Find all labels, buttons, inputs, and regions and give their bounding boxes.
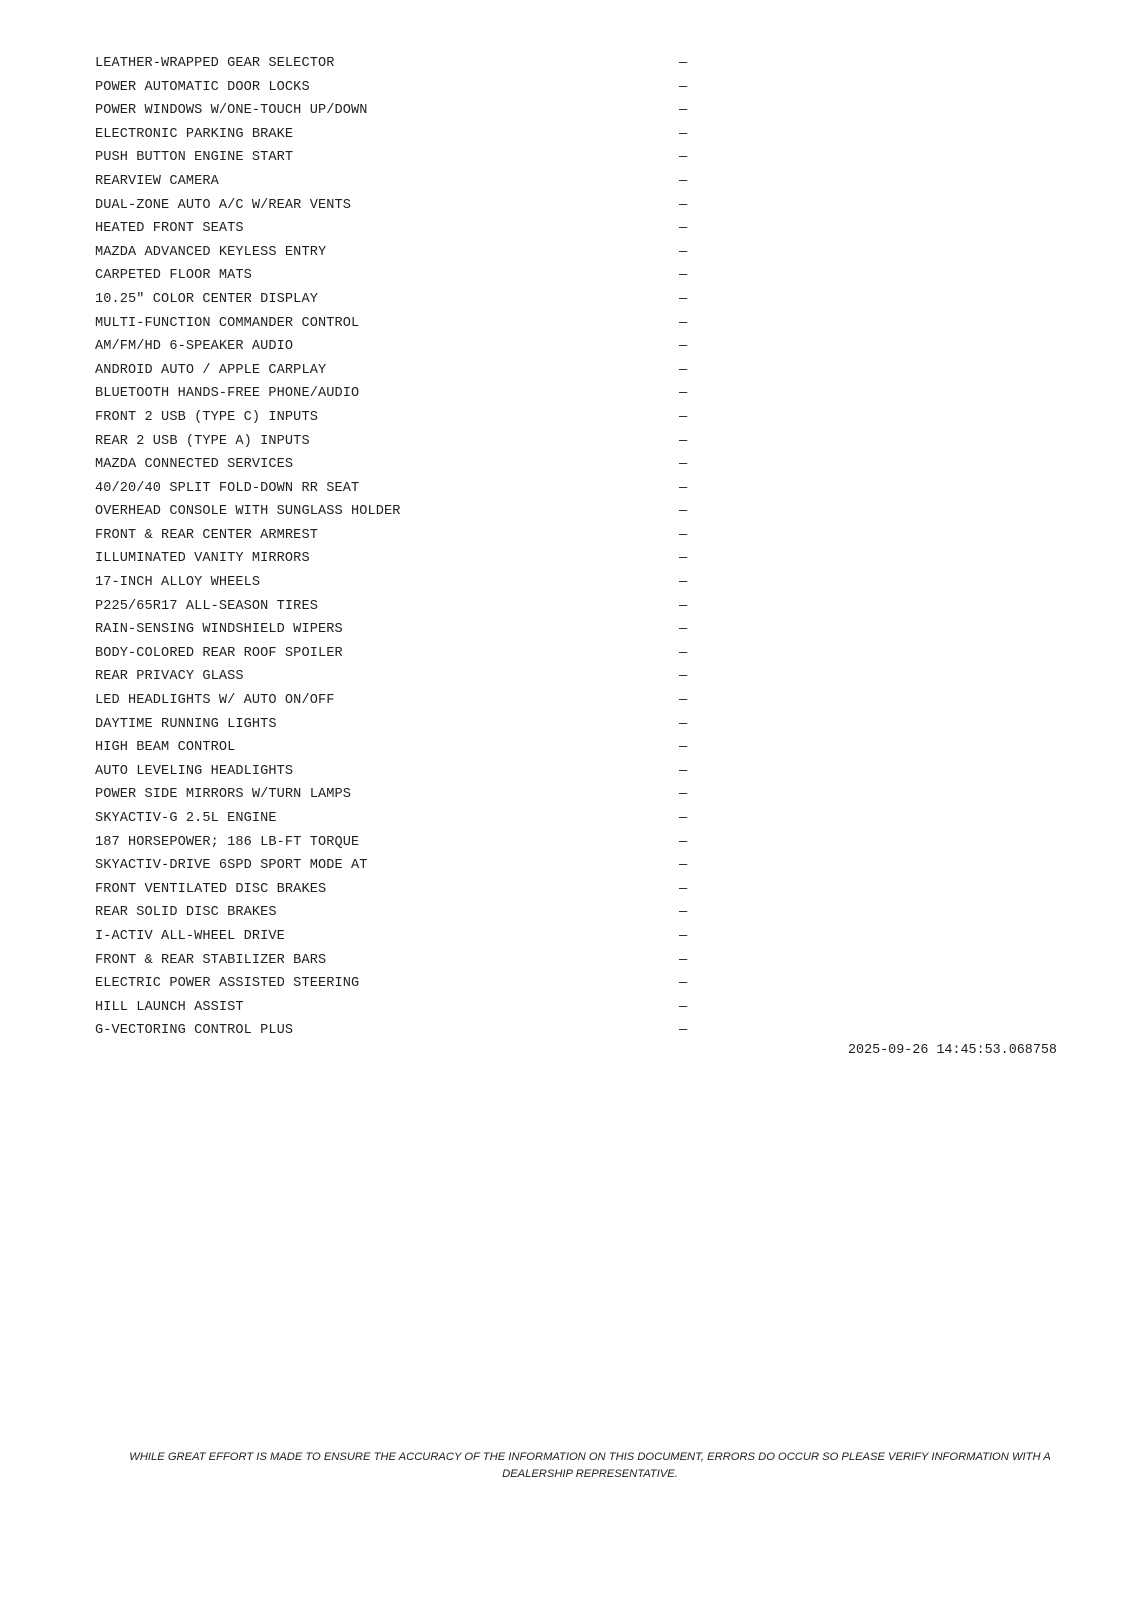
feature-label: MAZDA CONNECTED SERVICES (95, 457, 294, 473)
print-timestamp: 2025-09-26 14:45:53.068758 (848, 1043, 1057, 1058)
feature-row (95, 453, 695, 477)
feature-row (95, 194, 695, 218)
feature-row (95, 736, 695, 760)
feature-row (95, 665, 695, 689)
feature-row (95, 123, 695, 147)
feature-label: OVERHEAD CONSOLE WITH SUNGLASS HOLDER (95, 504, 401, 520)
feature-label: FRONT VENTILATED DISC BRAKES (95, 881, 327, 897)
feature-row (95, 241, 695, 265)
feature-value: — (679, 645, 688, 661)
feature-label: REAR PRIVACY GLASS (95, 669, 244, 685)
feature-value: — (679, 952, 688, 968)
feature-value: — (679, 79, 688, 95)
feature-value: — (679, 858, 688, 874)
feature-row (95, 477, 695, 501)
feature-row (95, 170, 695, 194)
feature-value: — (679, 693, 688, 709)
feature-value: — (679, 315, 688, 331)
disclaimer-line: WHILE GREAT EFFORT IS MADE TO ENSURE THE ACCURACY OF THE INFORMATION ON THIS DOCUMENT, ERRORS DO OCCUR SO PLEASE VERIFY INFORMATION WITH A (129, 1451, 1051, 1463)
feature-row (95, 618, 695, 642)
feature-label: ILLUMINATED VANITY MIRRORS (95, 551, 310, 567)
feature-value: — (679, 575, 688, 591)
feature-row (95, 359, 695, 383)
feature-value: — (679, 905, 688, 921)
feature-value: — (679, 763, 688, 779)
feature-row (95, 312, 695, 336)
feature-value: — (679, 999, 688, 1015)
feature-row (95, 996, 695, 1020)
feature-row (95, 52, 695, 76)
feature-row (95, 831, 695, 855)
feature-row (95, 925, 695, 949)
feature-row (95, 972, 695, 996)
feature-value: — (679, 173, 688, 189)
feature-label: REAR 2 USB (TYPE A) INPUTS (95, 433, 310, 449)
feature-value: — (679, 669, 688, 685)
feature-label: POWER SIDE MIRRORS W/TURN LAMPS (95, 787, 351, 803)
feature-value: — (679, 56, 688, 71)
feature-label: HIGH BEAM CONTROL (95, 740, 236, 756)
feature-row (95, 76, 695, 100)
feature-row (95, 642, 695, 666)
feature-label: BODY-COLORED REAR ROOF SPOILER (95, 645, 343, 661)
feature-row (95, 595, 695, 619)
feature-value: — (679, 622, 688, 638)
feature-value: — (679, 268, 688, 284)
feature-label: AUTO LEVELING HEADLIGHTS (95, 763, 294, 779)
feature-label: 187 HORSEPOWER; 186 LB-FT TORQUE (95, 834, 360, 850)
feature-label: ANDROID AUTO / APPLE CARPLAY (95, 362, 327, 378)
feature-label: FRONT 2 USB (TYPE C) INPUTS (95, 409, 318, 425)
feature-label: LED HEADLIGHTS W/ AUTO ON/OFF (95, 693, 335, 709)
feature-value: — (679, 433, 688, 449)
feature-row (95, 878, 695, 902)
feature-value: — (679, 976, 688, 992)
feature-value: — (679, 834, 688, 850)
feature-value: — (679, 197, 688, 213)
feature-label: REARVIEW CAMERA (95, 173, 219, 189)
feature-label: FRONT & REAR STABILIZER BARS (95, 952, 327, 968)
feature-row (95, 1019, 695, 1043)
feature-value: — (679, 103, 688, 119)
feature-label: MAZDA ADVANCED KEYLESS ENTRY (95, 244, 327, 260)
feature-value: — (679, 126, 688, 142)
feature-value: — (679, 598, 688, 614)
feature-row (95, 949, 695, 973)
feature-row (95, 406, 695, 430)
feature-value: — (679, 339, 688, 355)
feature-row (95, 430, 695, 454)
feature-label: P225/65R17 ALL-SEASON TIRES (95, 598, 318, 614)
feature-row (95, 146, 695, 170)
feature-row (95, 760, 695, 784)
feature-label: CARPETED FLOOR MATS (95, 268, 252, 284)
feature-label: ELECTRIC POWER ASSISTED STEERING (95, 976, 360, 992)
feature-label: BLUETOOTH HANDS-FREE PHONE/AUDIO (95, 386, 360, 402)
feature-label: 40/20/40 SPLIT FOLD-DOWN RR SEAT (95, 480, 360, 496)
feature-value: — (679, 504, 688, 520)
feature-label: ELECTRONIC PARKING BRAKE (95, 126, 294, 142)
feature-row (95, 217, 695, 241)
feature-label: G-VECTORING CONTROL PLUS (95, 1023, 294, 1039)
feature-label: 10.25" COLOR CENTER DISPLAY (95, 291, 318, 307)
feature-label: RAIN-SENSING WINDSHIELD WIPERS (95, 622, 343, 638)
feature-label: REAR SOLID DISC BRAKES (95, 905, 277, 921)
feature-label: POWER WINDOWS W/ONE-TOUCH UP/DOWN (95, 103, 368, 119)
feature-value: — (679, 221, 688, 237)
feature-row (95, 713, 695, 737)
feature-value: — (679, 409, 688, 425)
feature-row (95, 901, 695, 925)
feature-value: — (679, 928, 688, 944)
feature-row (95, 547, 695, 571)
feature-value: — (679, 811, 688, 826)
feature-label: PUSH BUTTON ENGINE START (95, 150, 294, 166)
feature-value: — (679, 551, 688, 567)
feature-label: DAYTIME RUNNING LIGHTS (95, 716, 277, 732)
feature-value: — (679, 740, 688, 756)
feature-row (95, 264, 695, 288)
feature-label: SKYACTIV-G 2.5L ENGINE (95, 811, 277, 826)
feature-value: — (679, 457, 688, 473)
feature-row (95, 783, 695, 807)
feature-row (95, 571, 695, 595)
feature-value: — (679, 362, 688, 378)
feature-label: FRONT & REAR CENTER ARMREST (95, 527, 318, 543)
feature-value: — (679, 386, 688, 402)
feature-label: I-ACTIV ALL-WHEEL DRIVE (95, 928, 285, 944)
feature-label: MULTI-FUNCTION COMMANDER CONTROL (95, 315, 360, 331)
disclaimer-line: DEALERSHIP REPRESENTATIVE. (502, 1468, 678, 1480)
feature-value: — (679, 787, 688, 803)
feature-row (95, 807, 695, 831)
feature-list (95, 52, 695, 1043)
feature-value: — (679, 480, 688, 496)
feature-row (95, 500, 695, 524)
feature-value: — (679, 244, 688, 260)
feature-value: — (679, 1023, 688, 1039)
feature-row (95, 854, 695, 878)
feature-label: DUAL-ZONE AUTO A/C W/REAR VENTS (95, 197, 351, 213)
feature-label: HEATED FRONT SEATS (95, 221, 244, 237)
feature-value: — (679, 291, 688, 307)
feature-label: POWER AUTOMATIC DOOR LOCKS (95, 79, 310, 95)
feature-label: HILL LAUNCH ASSIST (95, 999, 244, 1015)
feature-row (95, 689, 695, 713)
feature-value: — (679, 150, 688, 166)
feature-label: SKYACTIV-DRIVE 6SPD SPORT MODE AT (95, 858, 368, 874)
feature-label: 17-INCH ALLOY WHEELS (95, 575, 261, 591)
disclaimer (100, 1449, 1080, 1483)
feature-value: — (679, 716, 688, 732)
feature-row (95, 99, 695, 123)
feature-label: AM/FM/HD 6-SPEAKER AUDIO (95, 339, 294, 355)
feature-value: — (679, 881, 688, 897)
feature-value: — (679, 527, 688, 543)
feature-label: LEATHER-WRAPPED GEAR SELECTOR (95, 56, 335, 71)
feature-row (95, 382, 695, 406)
feature-row (95, 288, 695, 312)
feature-row (95, 524, 695, 548)
feature-row (95, 335, 695, 359)
